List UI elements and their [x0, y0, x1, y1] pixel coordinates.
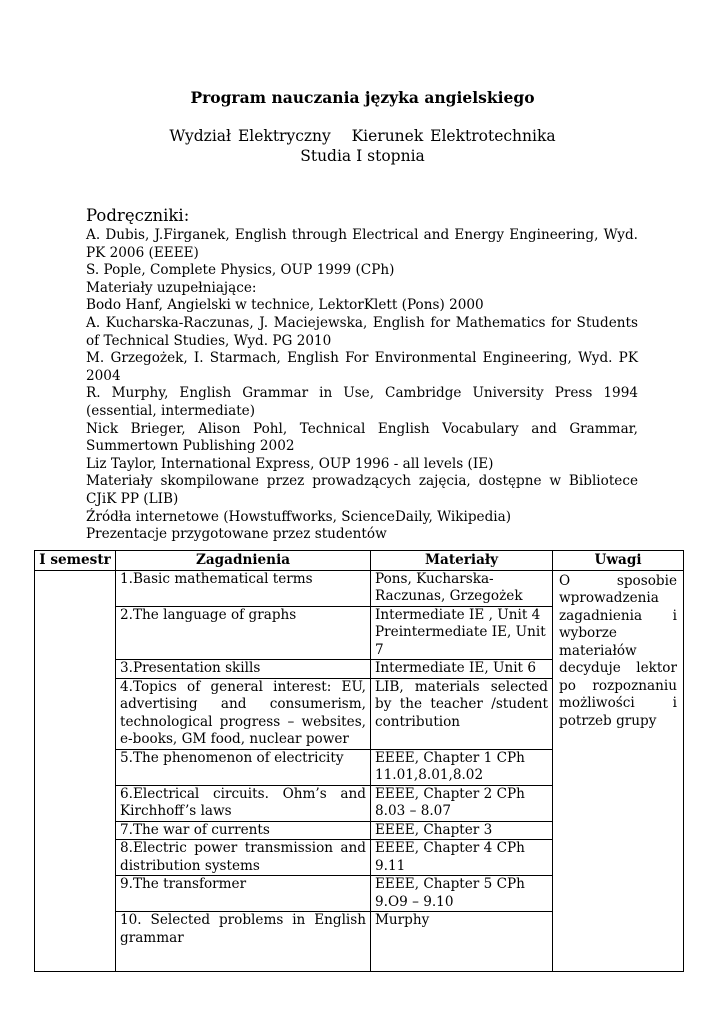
- study-level: Studia I stopnia: [300, 147, 425, 165]
- material-cell: LIB, materials selected by the teacher /student contribution: [371, 678, 553, 749]
- book-item: S. Pople, Complete Physics, OUP 1999 (CPh): [86, 262, 395, 279]
- topic-cell: 3.Presentation skills: [116, 660, 371, 679]
- book-item: M. Grzegożek, I. Starmach, English For Environmental Engineering, Wyd. PK 2004: [86, 350, 638, 384]
- textbooks-list: [86, 227, 638, 544]
- header-topics: Zagadnienia: [116, 551, 371, 571]
- topic-cell: 6.Electrical circuits. Ohm’s and Kirchhoff’s laws: [116, 785, 371, 821]
- topic-cell: 1.Basic mathematical terms: [116, 570, 371, 606]
- header-materials: Materiały: [371, 551, 553, 571]
- semester-cell: [35, 570, 116, 972]
- cell-spacer: [120, 947, 366, 971]
- table-header-row: [35, 551, 684, 571]
- topic-cell: 2.The language of graphs: [116, 606, 371, 660]
- topic-cell: 5.The phenomenon of electricity: [116, 749, 371, 785]
- book-item: R. Murphy, English Grammar in Use, Cambridge University Press 1994 (essential, intermediate): [86, 385, 638, 419]
- faculty-line: [0, 127, 725, 145]
- syllabus-table: [34, 550, 684, 972]
- supplementary-heading: Materiały uzupełniające:: [86, 279, 257, 296]
- material-cell: Murphy: [371, 912, 553, 972]
- book-item: Źródła internetowe (Howstuffworks, ScienceDaily, Wikipedia): [86, 508, 512, 525]
- document-title: Program nauczania języka angielskiego: [190, 88, 535, 107]
- material-cell: EEEE, Chapter 3: [371, 821, 553, 840]
- topic-cell: [116, 912, 371, 972]
- material-cell: EEEE, Chapter 5 CPh 9.O9 – 9.10: [371, 876, 553, 912]
- material-cell: Intermediate IE, Unit 6: [371, 660, 553, 679]
- header-semester: I semestr: [35, 551, 116, 571]
- book-item: Nick Brieger, Alison Pohl, Technical English Vocabulary and Grammar, Summertown Publishing 2002: [86, 420, 638, 455]
- book-item: Materiały skompilowane przez prowadzących zajęcia, dostępne w Bibliotece CJiK PP (LIB): [86, 473, 638, 507]
- material-cell: EEEE, Chapter 4 CPh 9.11: [371, 840, 553, 876]
- book-item: Prezentacje przygotowane przez studentów: [86, 526, 387, 543]
- topic-cell: 7.The war of currents: [116, 821, 371, 840]
- book-item: Liz Taylor, International Express, OUP 1996 - all levels (IE): [86, 455, 494, 472]
- material-cell: EEEE, Chapter 1 CPh 11.01,8.01,8.02: [371, 749, 553, 785]
- topic-text: 10. Selected problems in English grammar: [120, 912, 366, 946]
- textbooks-heading: Podręczniki:: [86, 206, 190, 225]
- material-cell: Pons, Kucharska-Raczunas, Grzegożek: [371, 570, 553, 606]
- material-cell: Intermediate IE , Unit 4 Preintermediate IE, Unit 7: [371, 606, 553, 660]
- remarks-cell: O sposobie wprowadzenia zagadnienia i wyborze materiałów decyduje lektor po rozpoznaniu możliwości i potrzeb grupy: [553, 570, 684, 972]
- book-item: Bodo Hanf, Angielski w technice, LektorKlett (Pons) 2000: [86, 297, 484, 314]
- header-remarks: Uwagi: [553, 551, 684, 571]
- topic-cell: 9.The transformer: [116, 876, 371, 912]
- table-row: [35, 570, 684, 606]
- faculty: Wydział Elektryczny: [169, 127, 331, 145]
- topic-cell: 8.Electric power transmission and distribution systems: [116, 840, 371, 876]
- material-cell: EEEE, Chapter 2 CPh 8.03 – 8.07: [371, 785, 553, 821]
- book-item: A. Dubis, J.Firganek, English through Electrical and Energy Engineering, Wyd. PK 2006 (EEEE): [86, 227, 638, 261]
- topic-cell: 4.Topics of general interest: EU, advertising and consumerism, technological progress – websites, e-books, GM food, nuclear power: [116, 678, 371, 749]
- book-item: A. Kucharska-Raczunas, J. Maciejewska, English for Mathematics for Students of Technical Studies, Wyd. PG 2010: [86, 314, 638, 349]
- field-of-study: Kierunek Elektrotechnika: [351, 127, 556, 145]
